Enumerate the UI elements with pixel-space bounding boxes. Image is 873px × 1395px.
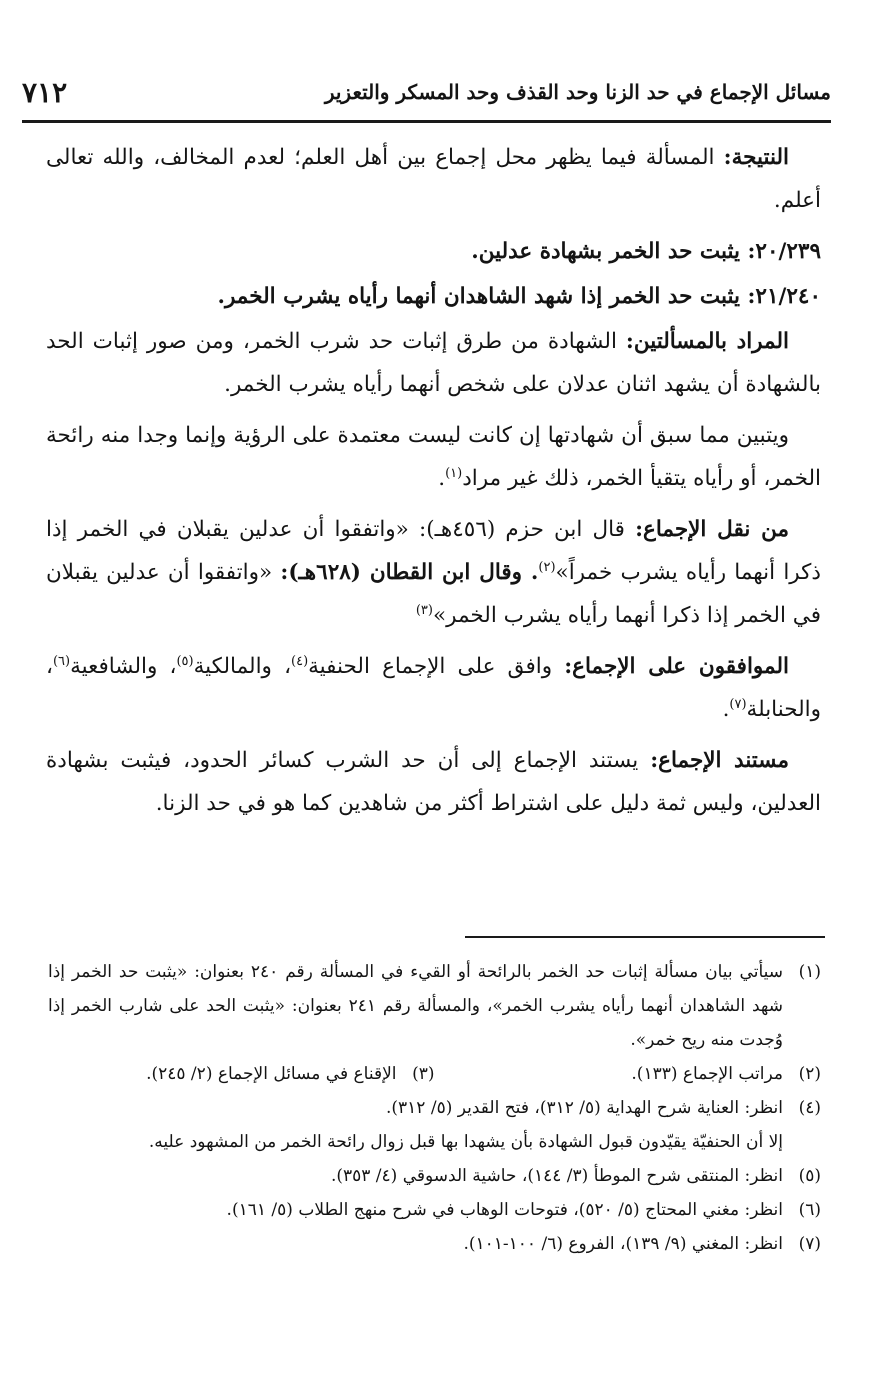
footnote-number: (٧): [798, 1234, 821, 1254]
basis-text: يستند الإجماع إلى أن حد الشرب كسائر الحدود، فيثبت بشهادة العدلين، وليس ثمة دليل على اشتراط أكثر من شاهدين كما هو في حد الزنا.: [46, 748, 821, 816]
transfer-lead: من نقل الإجماع:: [635, 517, 789, 542]
footnote-7: [48, 1227, 821, 1261]
agree-lead: الموافقون على الإجماع:: [564, 654, 789, 679]
footnote-number: (٤): [798, 1098, 821, 1118]
agree-text-4: ، والحنابلة: [46, 654, 821, 722]
result-paragraph: [46, 136, 821, 222]
transfer-lead-2: . وقال ابن القطان (٦٢٨هـ):: [280, 560, 539, 585]
footnote-number: (٢): [798, 1064, 821, 1084]
footnote-separator: [465, 936, 825, 938]
footnote-1: [48, 955, 821, 1057]
footnote-4: [48, 1091, 821, 1125]
transfer-quote-1: قال ابن حزم (٤٥٦هـ): «واتفقوا أن عدلين يقبلان في الخمر إذا ذكرا أنهما رأياه يشرب خمراً»: [46, 517, 821, 585]
clarify-end: .: [438, 466, 446, 491]
page-header: [22, 66, 831, 118]
clarify-paragraph: [46, 414, 821, 500]
footnote-text: انظر: المنتقى شرح الموطأ (٣/ ١٤٤)، حاشية الدسوقي (٤/ ٣٥٣).: [330, 1166, 783, 1186]
footnote-2: [435, 1057, 822, 1091]
footnote-4-continuation: إلا أن الحنفيّة يقيّدون قبول الشهادة بأن يشهدا بها قبل زوال رائحة الخمر من المشهود عليه.: [148, 1132, 783, 1152]
footnote-5: [48, 1159, 821, 1193]
footnote-text: سيأتي بيان مسألة إثبات حد الخمر بالرائحة أو القيء في المسألة رقم ٢٤٠ بعنوان: «يثبت حد الخمر إذا شهد الشاهدان أنهما رأياه يشرب الخمر»، والمسألة رقم ٢٤١ بعنوان: «يثبت الحد على شارب الخمر إذا وُجدت منه ريح خمر».: [48, 962, 784, 1050]
footnote-number: (١): [798, 962, 821, 982]
footnote-ref-5[interactable]: (٥): [176, 653, 194, 669]
footnote-ref-3[interactable]: (٣): [415, 602, 433, 618]
main-text: [46, 136, 821, 833]
result-lead: النتيجة:: [723, 145, 789, 170]
running-title: مسائل الإجماع في حد الزنا وحد القذف وحد المسكر والتعزير: [324, 80, 831, 104]
agree-text-3: ، والشافعية: [70, 654, 177, 679]
footnote-ref-4[interactable]: (٤): [291, 653, 309, 669]
footnote-text: انظر: المغني (٩/ ١٣٩)، الفروع (٦/ ١٠٠-١٠١).: [463, 1234, 783, 1254]
header-rule: [22, 120, 831, 123]
footnote-3: [48, 1057, 435, 1091]
footnote-row-2-3: [48, 1057, 821, 1091]
issue-heading-240: ٢١/٢٤٠: يثبت حد الخمر إذا شهد الشاهدان أنهما رأياه يشرب الخمر.: [217, 284, 821, 309]
agree-end: .: [722, 697, 730, 722]
footnote-text: انظر: مغني المحتاج (٥/ ٥٢٠)، فتوحات الوهاب في شرح منهج الطلاب (٥/ ١٦١).: [226, 1200, 783, 1220]
footnote-ref-1[interactable]: (١): [445, 465, 463, 481]
meaning-paragraph: [46, 320, 821, 406]
transfer-paragraph: [46, 508, 821, 637]
agree-text-1: وافق على الإجماع الحنفية: [308, 654, 565, 679]
agree-text-2: ، والمالكية: [193, 654, 292, 679]
footnote-6: [48, 1193, 821, 1227]
footnote-ref-7[interactable]: (٧): [729, 696, 747, 712]
page-number: ٧١٢: [22, 75, 68, 109]
agree-paragraph: [46, 645, 821, 731]
footnote-text: مراتب الإجماع (١٣٣).: [631, 1064, 783, 1084]
basis-lead: مستند الإجماع:: [650, 748, 789, 773]
footnote-number: (٣): [412, 1064, 435, 1084]
meaning-lead: المراد بالمسألتين:: [625, 329, 790, 354]
footnote-number: (٥): [798, 1166, 821, 1186]
clarify-text: ويتبين مما سبق أن شهادتها إن كانت ليست معتمدة على الرؤية وإنما وجدا منه رائحة الخمر، أو رأياه يتقيأ الخمر، ذلك غير مراد: [46, 423, 821, 491]
footnotes: [48, 955, 821, 1261]
footnote-number: (٦): [798, 1200, 821, 1220]
basis-paragraph: [46, 739, 821, 825]
footnote-text: انظر: العناية شرح الهداية (٥/ ٣١٢)، فتح القدير (٥/ ٣١٢).: [386, 1098, 783, 1118]
result-text: المسألة فيما يظهر محل إجماع بين أهل العلم؛ لعدم المخالف، والله تعالى أعلم.: [46, 145, 821, 213]
footnote-ref-6[interactable]: (٦): [52, 653, 71, 669]
meaning-text: الشهادة من طرق إثبات حد شرب الخمر، ومن صور إثبات الحد بالشهادة أن يشهد اثنان عدلان على شخص أنهما رأياه يشرب الخمر.: [46, 329, 821, 397]
issue-heading-239: ٢٠/٢٣٩: يثبت حد الخمر بشهادة عدلين.: [471, 239, 821, 264]
footnote-ref-2[interactable]: (٢): [538, 559, 556, 575]
transfer-quote-2: «واتفقوا أن عدلين يقبلان في الخمر إذا ذكرا أنهما رأياه يشرب الخمر»: [46, 560, 821, 628]
footnote-text: الإقناع في مسائل الإجماع (٢/ ٢٤٥).: [146, 1064, 397, 1084]
